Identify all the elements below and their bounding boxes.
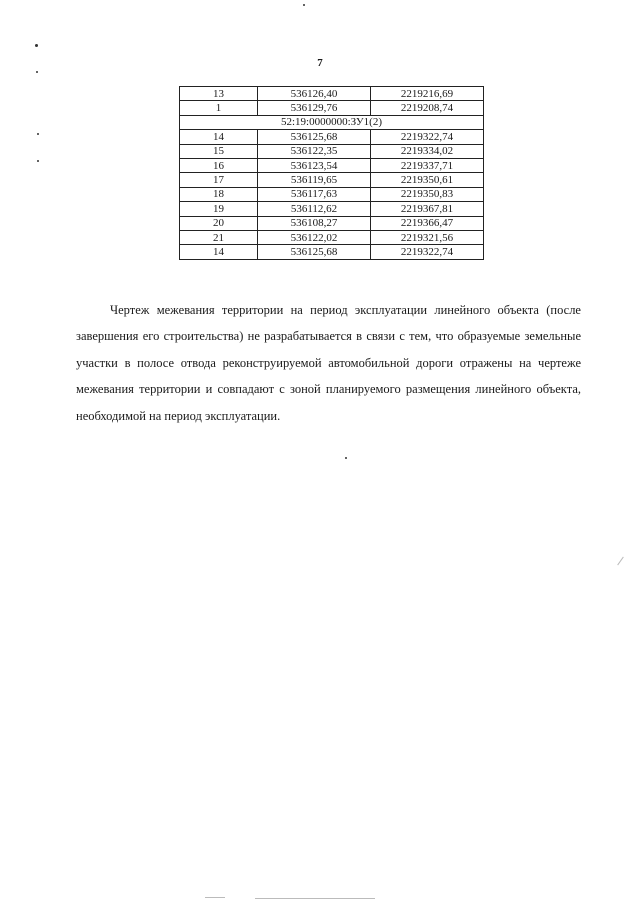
x-coordinate-cell: 536125,68 <box>258 130 371 144</box>
table-row <box>180 173 484 187</box>
point-number-cell: 19 <box>180 202 258 216</box>
scan-mark <box>255 898 375 899</box>
scan-speck <box>37 160 39 162</box>
y-coordinate-cell: 2219208,74 <box>371 101 484 115</box>
table-row <box>180 130 484 144</box>
table-row <box>180 216 484 230</box>
y-coordinate-cell: 2219322,74 <box>371 130 484 144</box>
x-coordinate-cell: 536117,63 <box>258 187 371 201</box>
body-paragraph: Чертеж межевания территории на период эксплуатации линейного объекта (после завершения его строительства) не разрабатывается в связи с тем, что образуемые земельные участки в полосе отвода реконструируемой автомобильной дороги отражены на чертеже межевания территории и совпадают с зоной планируемого размещения линейного объекта, необходимой на период эксплуатации. <box>76 303 581 423</box>
x-coordinate-cell: 536129,76 <box>258 101 371 115</box>
y-coordinate-cell: 2219367,81 <box>371 202 484 216</box>
page-number: 7 <box>317 57 323 69</box>
table-row <box>180 87 484 101</box>
x-coordinate-cell: 536125,68 <box>258 245 371 259</box>
y-coordinate-cell: 2219337,71 <box>371 158 484 172</box>
coordinates-table <box>179 86 484 260</box>
table-row <box>180 187 484 201</box>
point-number-cell: 13 <box>180 87 258 101</box>
y-coordinate-cell: 2219350,83 <box>371 187 484 201</box>
point-number-cell: 21 <box>180 230 258 244</box>
table-row <box>180 202 484 216</box>
x-coordinate-cell: 536119,65 <box>258 173 371 187</box>
y-coordinate-cell: 2219322,74 <box>371 245 484 259</box>
x-coordinate-cell: 536122,02 <box>258 230 371 244</box>
x-coordinate-cell: 536123,54 <box>258 158 371 172</box>
table-row <box>180 230 484 244</box>
y-coordinate-cell: 2219334,02 <box>371 144 484 158</box>
scan-speck <box>37 133 39 135</box>
scan-mark <box>617 557 624 566</box>
point-number-cell: 14 <box>180 130 258 144</box>
x-coordinate-cell: 536126,40 <box>258 87 371 101</box>
scan-speck <box>303 4 305 6</box>
scan-speck <box>345 457 347 459</box>
point-number-cell: 15 <box>180 144 258 158</box>
point-number-cell: 16 <box>180 158 258 172</box>
y-coordinate-cell: 2219216,69 <box>371 87 484 101</box>
table-row <box>180 245 484 259</box>
point-number-cell: 17 <box>180 173 258 187</box>
coordinates-table-body <box>180 87 484 260</box>
table-row <box>180 144 484 158</box>
y-coordinate-cell: 2219366,47 <box>371 216 484 230</box>
x-coordinate-cell: 536108,27 <box>258 216 371 230</box>
point-number-cell: 20 <box>180 216 258 230</box>
scan-mark <box>205 897 225 898</box>
table-row <box>180 101 484 115</box>
x-coordinate-cell: 536122,35 <box>258 144 371 158</box>
point-number-cell: 1 <box>180 101 258 115</box>
section-label-cell: 52:19:0000000:ЗУ1(2) <box>180 115 484 129</box>
y-coordinate-cell: 2219321,56 <box>371 230 484 244</box>
table-row <box>180 158 484 172</box>
y-coordinate-cell: 2219350,61 <box>371 173 484 187</box>
table-section-row <box>180 115 484 129</box>
scan-speck <box>36 71 38 73</box>
x-coordinate-cell: 536112,62 <box>258 202 371 216</box>
point-number-cell: 18 <box>180 187 258 201</box>
point-number-cell: 14 <box>180 245 258 259</box>
scan-speck <box>35 44 38 47</box>
